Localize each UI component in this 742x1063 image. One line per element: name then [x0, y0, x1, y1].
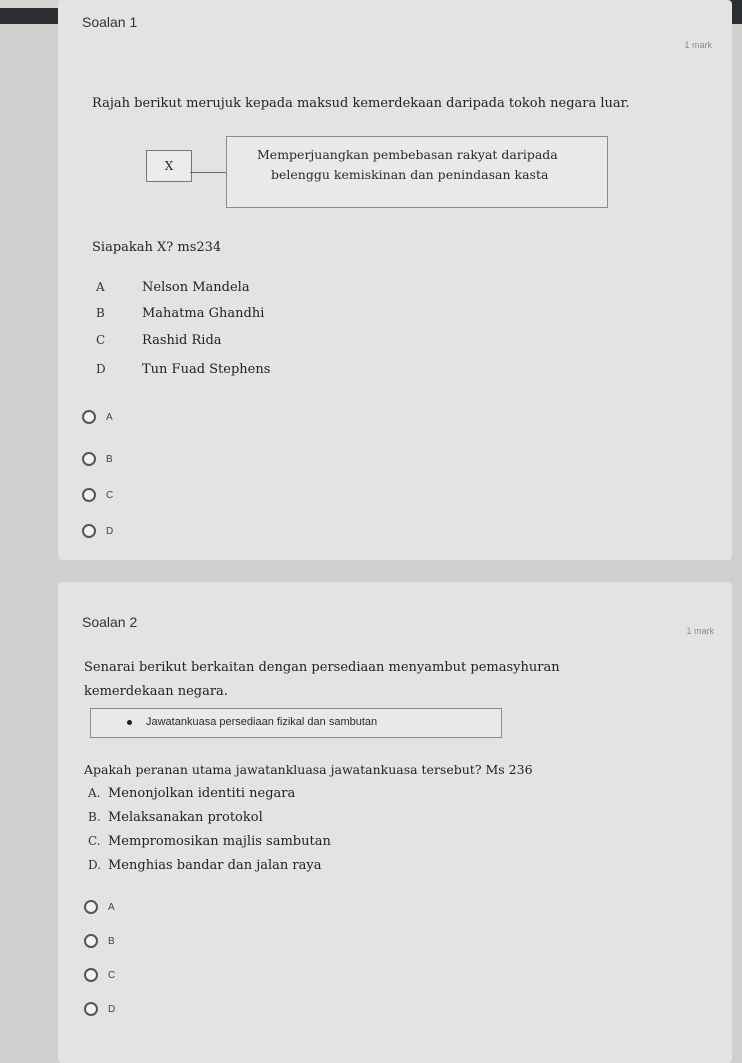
diagram-text-line-2: belenggu kemiskinan dan penindasan kasta [271, 167, 549, 182]
question-1-marks: 1 mark [684, 40, 712, 50]
radio-label: D [108, 1003, 116, 1015]
radio-label: A [108, 901, 115, 913]
q2-option-text: Menghias bandar dan jalan raya [108, 858, 322, 873]
q2-option-letter: C. [88, 834, 101, 848]
question-2-text: Apakah peranan utama jawatankluasa jawatankuasa tersebut? Ms 236 [84, 762, 533, 777]
q2-option-text: Menonjolkan identiti negara [108, 786, 296, 801]
question-1-prompt: Rajah berikut merujuk kepada maksud kemerdekaan daripada tokoh negara luar. [92, 96, 630, 111]
radio-button[interactable] [84, 968, 98, 982]
question-2-prompt-line-1: Senarai berikut berkaitan dengan persediaan menyambut pemasyhuran [84, 660, 560, 675]
q1-option-text: Nelson Mandela [142, 280, 250, 295]
q1-choice-d[interactable] [82, 524, 113, 538]
radio-button[interactable] [82, 524, 96, 538]
q2-choice-a[interactable] [84, 900, 115, 914]
q2-option-text: Melaksanakan protokol [108, 810, 263, 825]
q1-option-letter: B [96, 306, 105, 320]
q2-choice-b[interactable] [84, 934, 115, 948]
diagram-x-box: X [146, 150, 192, 182]
radio-label: C [106, 489, 114, 501]
radio-button[interactable] [84, 900, 98, 914]
radio-button[interactable] [82, 410, 96, 424]
radio-button[interactable] [82, 488, 96, 502]
list-box [90, 708, 502, 738]
radio-label: B [108, 935, 115, 947]
q1-option-letter: A [96, 280, 105, 294]
diagram-text-box [226, 136, 608, 208]
q1-choice-a[interactable] [82, 410, 113, 424]
radio-label: D [106, 525, 114, 537]
question-card-2 [58, 582, 732, 1063]
question-2-label: Soalan 2 [82, 614, 138, 630]
question-2-marks: 1 mark [686, 626, 714, 636]
q2-option-letter: B. [88, 810, 101, 824]
list-item [127, 716, 377, 728]
q2-choice-d[interactable] [84, 1002, 115, 1016]
q1-option-text: Mahatma Ghandhi [142, 306, 265, 321]
radio-button[interactable] [82, 452, 96, 466]
radio-label: A [106, 411, 113, 423]
q2-option-letter: A. [88, 786, 101, 800]
q1-option-letter: C [96, 333, 106, 347]
radio-button[interactable] [84, 934, 98, 948]
q2-choice-c[interactable] [84, 968, 115, 982]
q1-choice-c[interactable] [82, 488, 113, 502]
q2-option-text: Mempromosikan majlis sambutan [108, 834, 331, 849]
q1-choice-b[interactable] [82, 452, 113, 466]
bullet-icon [127, 720, 132, 725]
question-2-prompt-line-2: kemerdekaan negara. [84, 684, 228, 699]
q1-option-letter: D [96, 362, 106, 376]
question-1-text: Siapakah X? ms234 [92, 240, 222, 255]
radio-label: C [108, 969, 116, 981]
list-item-text: Jawatankuasa persediaan fizikal dan sambutan [146, 716, 378, 728]
q1-option-text: Rashid Rida [142, 333, 222, 348]
q2-option-letter: D. [88, 858, 102, 872]
radio-button[interactable] [84, 1002, 98, 1016]
question-card-1 [58, 0, 732, 560]
diagram-text-line-1: Memperjuangkan pembebasan rakyat daripada [257, 147, 558, 162]
question-1-label: Soalan 1 [82, 14, 138, 30]
radio-label: B [106, 453, 113, 465]
q1-option-text: Tun Fuad Stephens [142, 362, 271, 377]
